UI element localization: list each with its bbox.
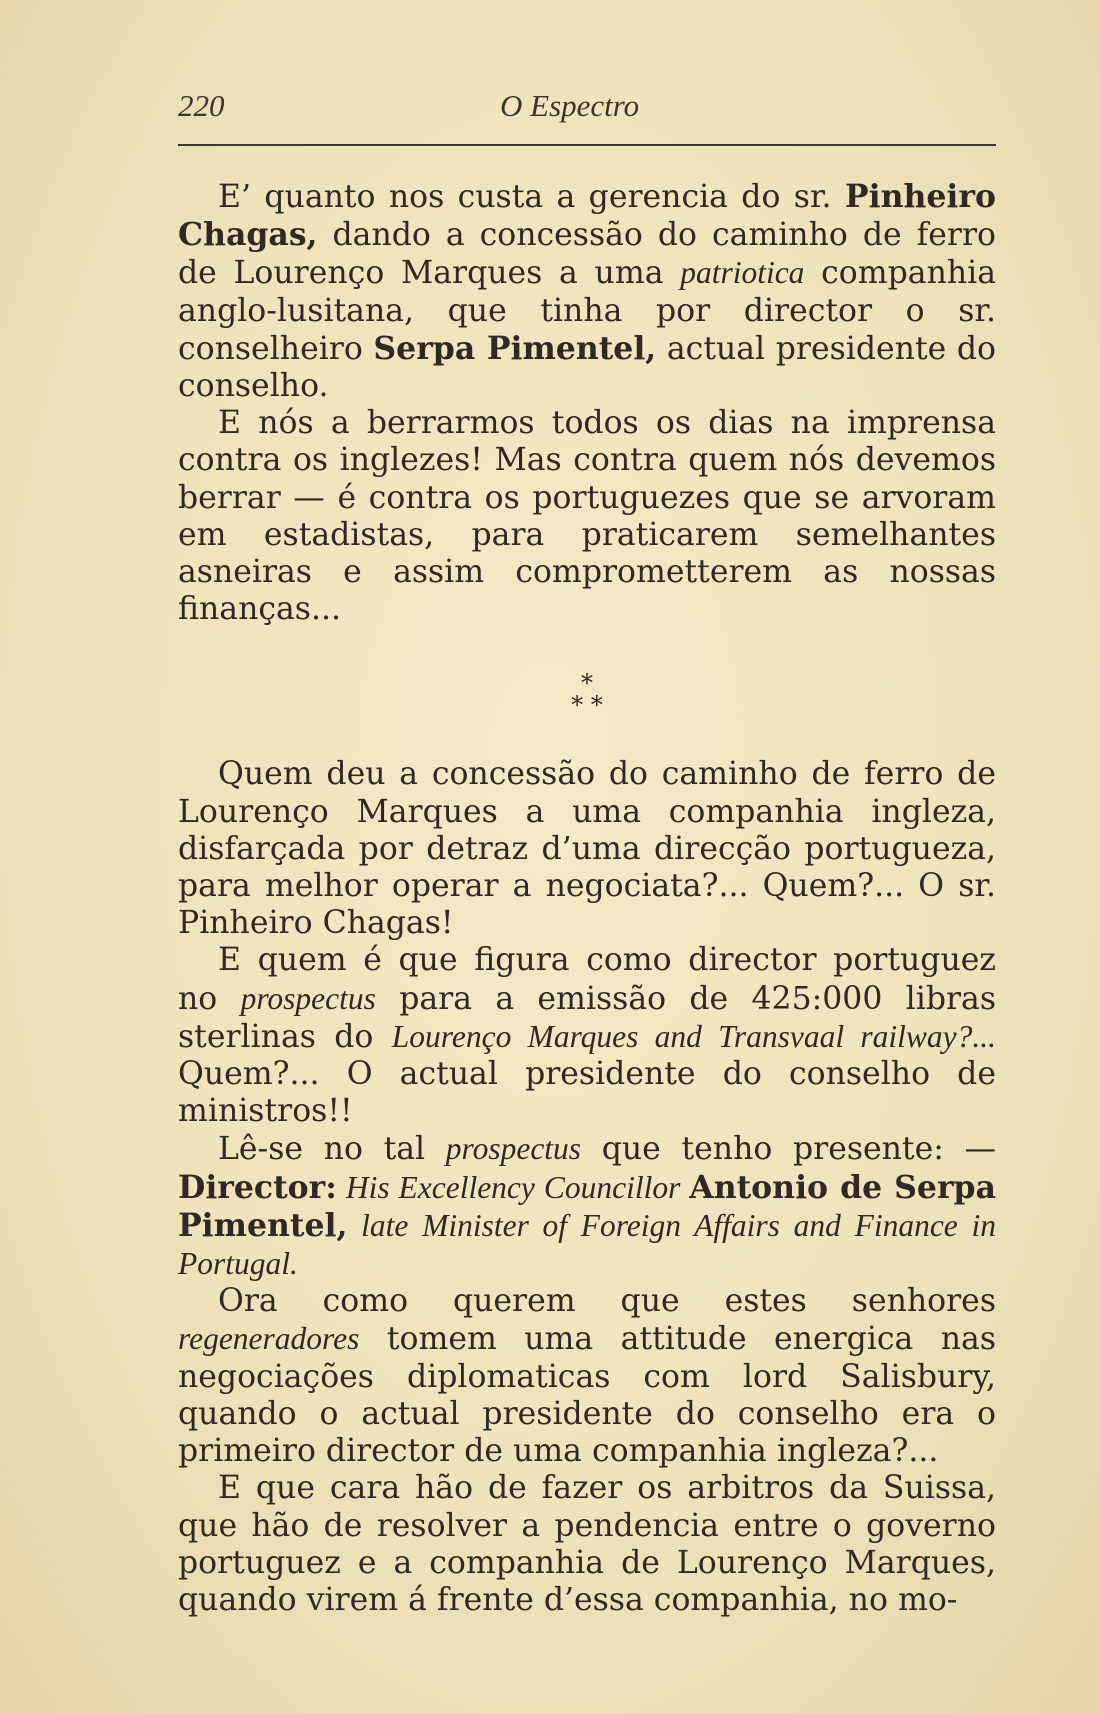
text-run: E’ quanto nos custa a gerencia do sr. <box>218 179 845 215</box>
paragraph-5 <box>178 1130 996 1283</box>
text-run: Quem?... O actual presidente do conselho de ministros!! <box>178 1056 996 1130</box>
body-text <box>178 178 996 1619</box>
italic-phrase: late Minister of Foreign Affairs and Finance in Portugal. <box>178 1207 996 1282</box>
paragraph-3: Quem deu a concessão do caminho de ferro de Lourenço Marques a uma companhia ingleza, disfarçada por detraz d’uma direcção portugueza, para melhor operar a negociata?... Quem?... O sr. Pinheiro Chagas! <box>178 756 996 942</box>
label-bold: Director: <box>178 1168 337 1206</box>
italic-word: regeneradores <box>178 1321 360 1357</box>
asterism-bottom: * * <box>571 691 603 720</box>
name-bold: Pinheiro Chagas, <box>178 178 996 254</box>
paragraph-2: E nós a berrarmos todos os dias na imprensa contra os inglezes! Mas contra quem nós devemos berrar — é contra os portuguezes que se arvoram em estadistas, para praticarem semelhantes asneiras e assim comprometterem as nossas finanças... <box>178 405 996 628</box>
paragraph-6 <box>178 1283 996 1470</box>
name-bold: Serpa Pimentel, <box>373 329 657 367</box>
running-title: O Espectro <box>500 88 640 123</box>
text-run: que tenho presente: — <box>581 1131 996 1168</box>
text-run: tomem uma attitude energica nas negociações diplomaticas com lord Salisbury, quando o actual presidente do conselho era o primeiro director de uma companhia ingleza?... <box>178 1321 996 1470</box>
text-run: Ora como querem que estes senhores <box>218 1283 996 1320</box>
paragraph-4 <box>178 942 996 1130</box>
running-head <box>178 88 996 132</box>
page-number: 220 <box>178 88 225 123</box>
text-run: dando a concessão do caminho de ferro de Lourenço Marques a uma <box>178 217 996 292</box>
text-run: para a emissão de 425:000 libras sterlinas do <box>178 980 996 1055</box>
italic-phrase: His Excellency Councillor <box>336 1169 690 1205</box>
text-run: actual presidente do conselho. <box>178 330 996 405</box>
text-run: E quem é que figura como director portuguez no <box>178 942 996 1017</box>
italic-word: prospectus <box>445 1131 582 1167</box>
name-bold: Antonio de Serpa Pimentel, <box>178 1168 996 1244</box>
text-run: companhia anglo-lusitana, que tinha por director o sr. conselheiro <box>178 255 996 367</box>
header-rule <box>178 144 996 146</box>
italic-phrase: Lourenço Marques and Transvaal railway?... <box>391 1018 996 1054</box>
book-page <box>178 88 996 132</box>
italic-word: prospectus <box>240 980 376 1016</box>
italic-word: patriotica <box>680 255 805 291</box>
text-run: Lê-se no tal <box>218 1131 446 1168</box>
asterism <box>178 669 996 720</box>
paragraph-7: E que cara hão de fazer os arbitros da Suissa, que hão de resolver a pendencia entre o governo portuguez e a companhia de Lourenço Marques, quando virem á frente d’essa companhia, no mo- <box>178 1470 996 1618</box>
asterism-top: * <box>581 669 593 698</box>
paragraph-1 <box>178 178 996 405</box>
